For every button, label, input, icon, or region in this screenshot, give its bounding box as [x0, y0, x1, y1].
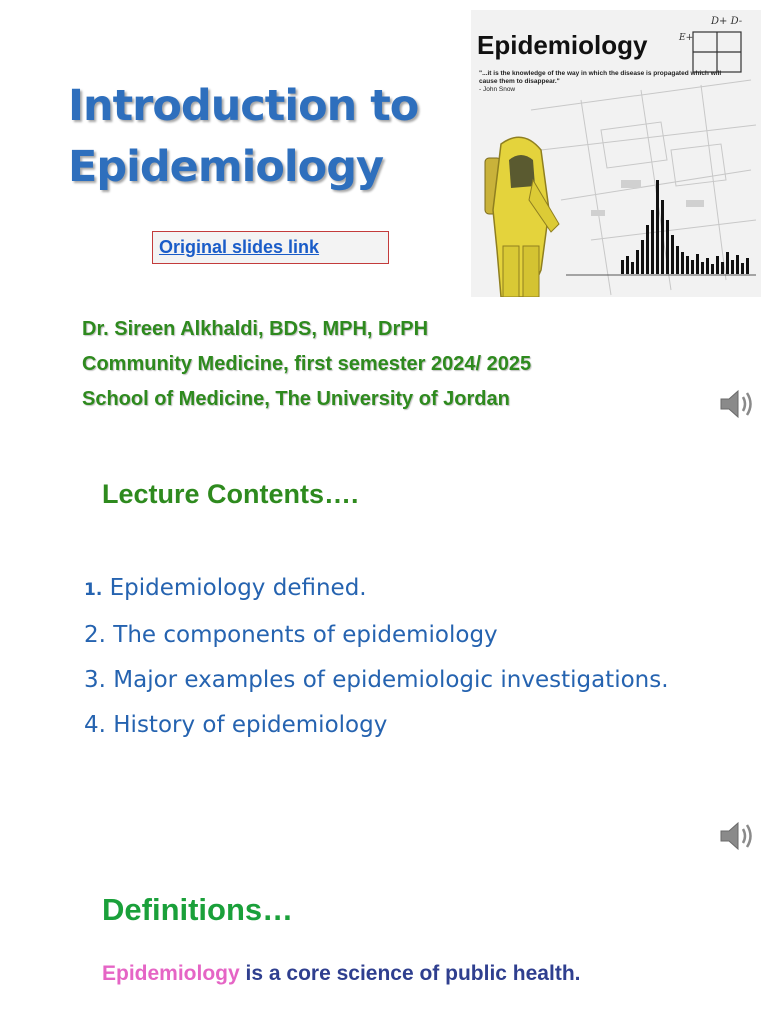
speaker-audio-icon[interactable] — [718, 386, 758, 422]
original-slides-link[interactable]: Original slides link — [159, 237, 320, 257]
course-info: Community Medicine, first semester 2024/ 2025 — [82, 353, 532, 375]
list-item: 2. The components of epidemiology — [84, 622, 498, 648]
definition-term: Epidemiology — [102, 962, 240, 985]
definition-text: is a core science of public health. — [245, 962, 581, 985]
definitions-title: Definitions… — [102, 892, 294, 927]
lecture-contents-title: Lecture Contents…. — [102, 479, 359, 509]
original-slides-link-box — [152, 231, 389, 264]
definition-sentence — [102, 962, 580, 986]
cover-illustration — [471, 10, 761, 297]
institution: School of Medicine, The University of Jordan — [82, 388, 510, 410]
cover-heading: Epidemiology — [477, 30, 648, 60]
title-line-1: Introduction to — [68, 81, 419, 131]
cover-quote: "...it is the knowledge of the way in which the disease is propagated which will cause them to disappear." — [479, 70, 722, 85]
author-name: Dr. Sireen Alkhaldi, BDS, MPH, DrPH — [82, 318, 429, 340]
cover-quote-author: - John Snow — [479, 86, 516, 93]
cover-image — [471, 10, 761, 297]
list-item: 1. Epidemiology defined. — [84, 575, 367, 601]
cover-corner-mark-e: E+ — [679, 33, 694, 43]
cover-corner-marks: D+ D- — [711, 16, 743, 27]
lecture-contents-list — [84, 566, 669, 748]
speaker-audio-icon[interactable] — [718, 818, 758, 854]
author-info — [82, 312, 531, 417]
list-item: 3. Major examples of epidemiologic investigations. — [84, 667, 669, 693]
list-item: 4. History of epidemiology — [84, 712, 388, 738]
page-title — [68, 76, 468, 198]
title-line-2: Epidemiology — [68, 142, 384, 192]
